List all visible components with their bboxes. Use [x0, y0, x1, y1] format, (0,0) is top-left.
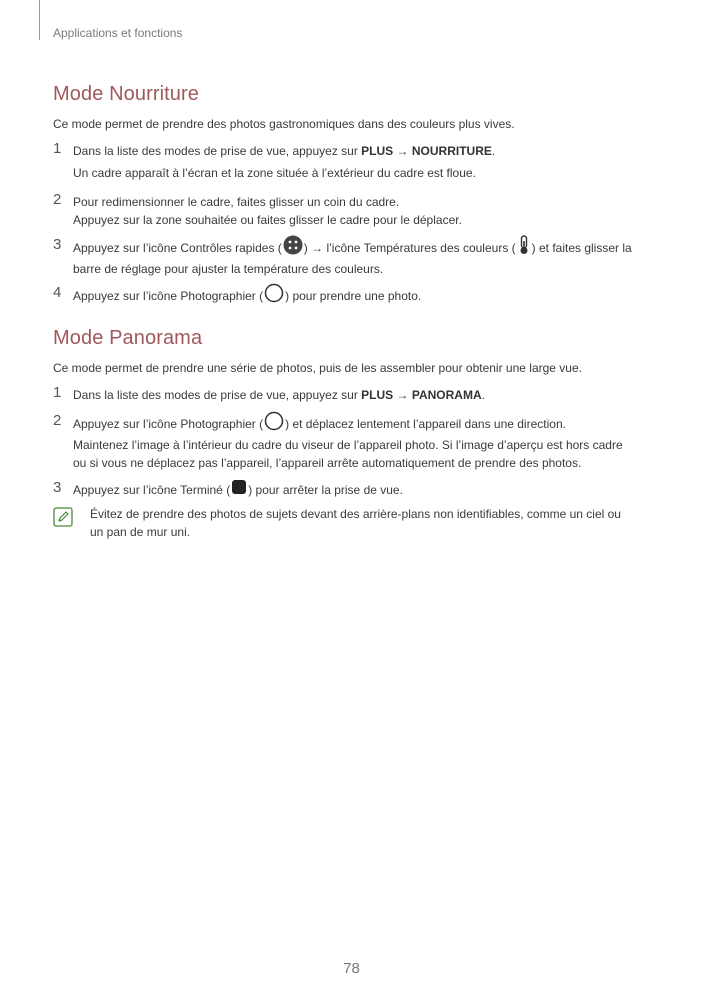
quick-controls-icon — [283, 235, 303, 260]
step-number: 2 — [53, 191, 62, 208]
ui-term-food: NOURRITURE — [411, 144, 492, 158]
step-number: 1 — [53, 140, 62, 157]
ui-term-plus: PLUS — [361, 388, 394, 402]
step-number: 3 — [53, 236, 62, 253]
margin-rule — [39, 0, 40, 40]
ui-term-panorama: PANORAMA — [411, 388, 482, 402]
step-number: 1 — [53, 384, 62, 401]
page-number: 78 — [343, 960, 360, 977]
section-title-panorama: Mode Panorama — [53, 327, 203, 349]
step-1-panorama: 1 Dans la liste des modes de prise de vue, appuyez sur PLUS → PANORAMA. — [53, 384, 485, 402]
note-panorama: Évitez de prendre des photos de sujets devant des arrière-plans non identifiables, comme un ciel ou un pan de mur uni. — [53, 505, 653, 541]
running-header: Applications et fonctions — [53, 26, 183, 40]
step-number: 3 — [53, 479, 62, 496]
shutter-icon — [264, 411, 284, 436]
note-pencil-icon — [53, 507, 73, 532]
step-2-food: 2 Pour redimensionner le cadre, faites glisser un coin du cadre. Appuyez sur la zone souhaitée ou faites glisser le cadre pour le déplacer. — [53, 191, 462, 227]
stop-icon — [231, 479, 247, 500]
step-2-panorama: 2 Appuyez sur l’icône Photographier ( ) et déplacez lentement l’appareil dans une direction. Maintenez l’image à l’intérieur du cadre du viseur de l’appareil photo. Si l’image d’aperçu est hors cadre ou si vous ne déplacez pas l’appareil, l’appareil arrête automatiquement de prendre des photos. — [53, 412, 623, 470]
intro-panorama: Ce mode permet de prendre une série de photos, puis de les assembler pour obtenir une large vue. — [53, 361, 582, 375]
intro-food: Ce mode permet de prendre des photos gastronomiques dans des couleurs plus vives. — [53, 117, 515, 131]
section-title-food: Mode Nourriture — [53, 83, 200, 105]
thermometer-icon — [517, 235, 531, 260]
section-panorama-mode — [53, 327, 653, 541]
step-3-panorama: 3 Appuyez sur l’icône Terminé ( ) pour arrêter la prise de vue. — [53, 481, 653, 500]
ui-term-plus: PLUS — [361, 144, 394, 158]
section-food-mode — [53, 83, 653, 308]
step-4-food: 4 Appuyez sur l’icône Photographier ( ) pour prendre une photo. — [53, 286, 653, 308]
step-3-food: 3 Appuyez sur l’icône Contrôles rapides ( ) → l’icône Températures des couleurs ( ) et faites glisser la barre de réglage pour ajuster la température des couleurs. — [53, 236, 632, 276]
step-number: 4 — [53, 284, 62, 301]
step-1-food: 1 Dans la liste des modes de prise de vue, appuyez sur PLUS → NOURRITURE. Un cadre apparaît à l’écran et la zone située à l’extérieur du cadre est floue. — [53, 140, 496, 180]
step-number: 2 — [53, 412, 62, 429]
shutter-icon — [264, 283, 284, 308]
